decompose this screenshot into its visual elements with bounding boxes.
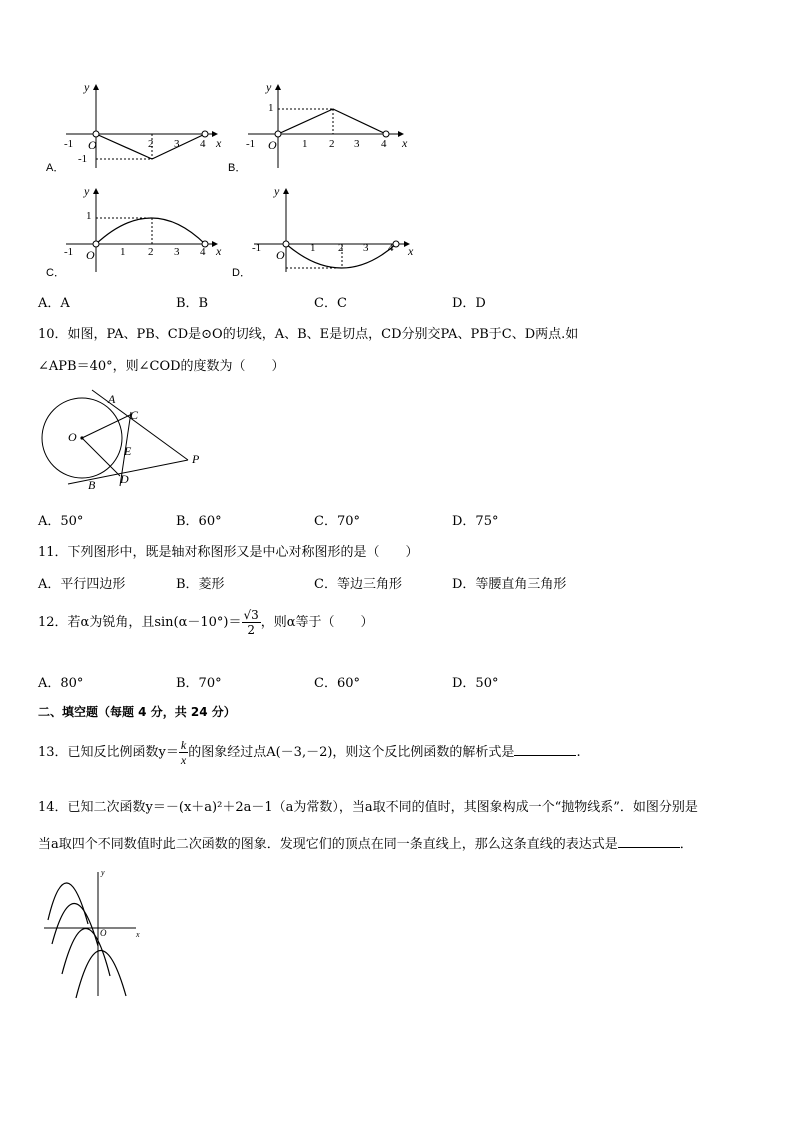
graph-b-tick-4: 4 <box>381 138 387 150</box>
q10-point-a: A <box>108 392 116 406</box>
q12-option-b[interactable]: B．70° <box>176 676 222 691</box>
q12-prefix: 12．若α为锐角，且sin(α－10°)＝ <box>38 615 242 630</box>
q10-point-e: E <box>124 444 132 458</box>
graph-c-tick-4: 4 <box>200 246 206 258</box>
q14-line1: 14．已知二次函数y＝－(x＋a)²＋2a－1（a为常数），当a取不同的值时，其图象构成一个“抛物线系”．如图分别是 <box>38 800 698 815</box>
graph-c-tick-1x: 1 <box>120 246 126 258</box>
q10-option-b[interactable]: B．60° <box>176 514 222 529</box>
q13-answer-blank[interactable] <box>514 745 576 756</box>
graph-b <box>244 80 410 172</box>
q10-option-a[interactable]: A．50° <box>38 514 84 529</box>
graph-b-tick-1x: 1 <box>302 138 308 150</box>
graph-d-tick-2: 2 <box>338 242 344 254</box>
q12-fraction <box>242 608 261 637</box>
q14-line2 <box>38 833 693 852</box>
q13-prefix: 13．已知反比例函数y＝ <box>38 745 179 760</box>
graph-a-tick-neg1-y: -1 <box>78 153 88 165</box>
graph-c-tick-2: 2 <box>148 246 154 258</box>
graph-a-x-label: x <box>216 136 222 150</box>
section-2-title: 二、填空题（每题 4 分，共 24 分） <box>38 705 236 719</box>
q12-option-a[interactable]: A．80° <box>38 676 84 691</box>
q11-option-c[interactable]: C．等边三角形 <box>314 577 402 592</box>
graph-c-tick-3: 3 <box>174 246 180 258</box>
graph-b-tick-3: 3 <box>354 138 360 150</box>
graph-a-tick-4: 4 <box>200 138 206 150</box>
q11-option-b[interactable]: B．菱形 <box>176 577 225 592</box>
q14-figure <box>40 864 150 1000</box>
q14-fig-o: O <box>100 928 107 938</box>
graph-a-tick-neg1: -1 <box>64 138 74 150</box>
q13-suffix: 的图象经过点A(－3,－2)，则这个反比例函数的解析式是 <box>188 745 515 760</box>
q9-option-c[interactable]: C．C <box>314 296 347 311</box>
graph-b-tick-neg1: -1 <box>246 138 256 150</box>
q14-answer-blank[interactable] <box>618 837 680 848</box>
q10-point-d: D <box>120 472 129 486</box>
graph-b-label: B． <box>228 162 247 174</box>
graph-b-origin: O <box>268 138 277 152</box>
graph-c-origin: O <box>86 248 95 262</box>
q10-point-p: P <box>192 452 200 466</box>
q13-text <box>38 738 581 767</box>
graph-a-origin: O <box>88 138 97 152</box>
q12-option-c[interactable]: C．60° <box>314 676 360 691</box>
q12-frac-den: 2 <box>247 623 255 637</box>
graph-d-tick-1x: 1 <box>310 242 316 254</box>
graph-d-x-label: x <box>408 244 414 258</box>
graph-a-tick-3: 3 <box>174 138 180 150</box>
graph-c-tick-1: 1 <box>86 210 92 222</box>
graph-b-y-label: y <box>266 80 272 94</box>
q10-point-b: B <box>88 478 96 492</box>
q10-point-o: O <box>68 430 77 444</box>
q14-figure-svg <box>40 864 150 1000</box>
graph-c-x-label: x <box>216 244 222 258</box>
q12-frac-num: √3 <box>243 608 259 622</box>
q14-line2-text: 当a取四个不同数值时此二次函数的图象．发现它们的顶点在同一条直线上，那么这条直线的表达式是 <box>38 837 618 852</box>
graph-a <box>62 80 224 172</box>
q9-option-a[interactable]: A．A <box>38 296 70 311</box>
graph-d-origin: O <box>276 248 285 262</box>
q12-text <box>38 608 374 637</box>
q12-suffix: ，则α等于（ ） <box>260 615 374 630</box>
graph-b-x-label: x <box>402 136 408 150</box>
graph-a-label: A． <box>46 162 65 174</box>
graph-d-y-label: y <box>274 184 280 198</box>
q10-option-d[interactable]: D．75° <box>452 514 499 529</box>
q13-end: . <box>576 745 581 760</box>
graph-c <box>62 184 224 276</box>
graph-a-y-label: y <box>84 80 90 94</box>
graph-c-tick-neg1: -1 <box>64 246 74 258</box>
q13-frac-num: k <box>180 738 187 752</box>
q14-fig-x: x <box>136 930 140 939</box>
q12-option-d[interactable]: D．50° <box>452 676 499 691</box>
graph-d-tick-neg1: -1 <box>252 242 262 254</box>
q14-fig-y: y <box>101 868 105 877</box>
q14-end: ． <box>679 837 693 852</box>
graph-d-label: D． <box>232 267 251 279</box>
q13-fraction <box>179 738 188 767</box>
q9-option-d[interactable]: D．D <box>452 296 486 311</box>
graph-d <box>250 184 416 276</box>
graph-c-label: C． <box>46 267 65 279</box>
q11-text: 11．下列图形中，既是轴对称图形又是中心对称图形的是（ ） <box>38 545 419 560</box>
q10-line2: ∠APB＝40°，则∠COD的度数为（ ） <box>38 359 285 374</box>
graph-a-tick-2: 2 <box>148 138 154 150</box>
q10-line1: 10．如图，PA、PB、CD是⊙O的切线，A、B、E是切点，CD分别交PA、PB于C、D两点.如 <box>38 327 579 342</box>
q13-frac-den: x <box>180 753 187 767</box>
q10-point-c: C <box>130 408 139 422</box>
q10-figure <box>36 388 216 498</box>
graph-d-tick-4: 4 <box>388 242 394 254</box>
graph-d-tick-3: 3 <box>363 242 369 254</box>
q10-option-c[interactable]: C．70° <box>314 514 360 529</box>
graph-b-tick-1: 1 <box>268 102 274 114</box>
graph-b-tick-2: 2 <box>329 138 335 150</box>
q9-option-b[interactable]: B．B <box>176 296 209 311</box>
graph-c-y-label: y <box>84 184 90 198</box>
q11-option-a[interactable]: A．平行四边形 <box>38 577 126 592</box>
q11-option-d[interactable]: D．等腰直角三角形 <box>452 577 567 592</box>
